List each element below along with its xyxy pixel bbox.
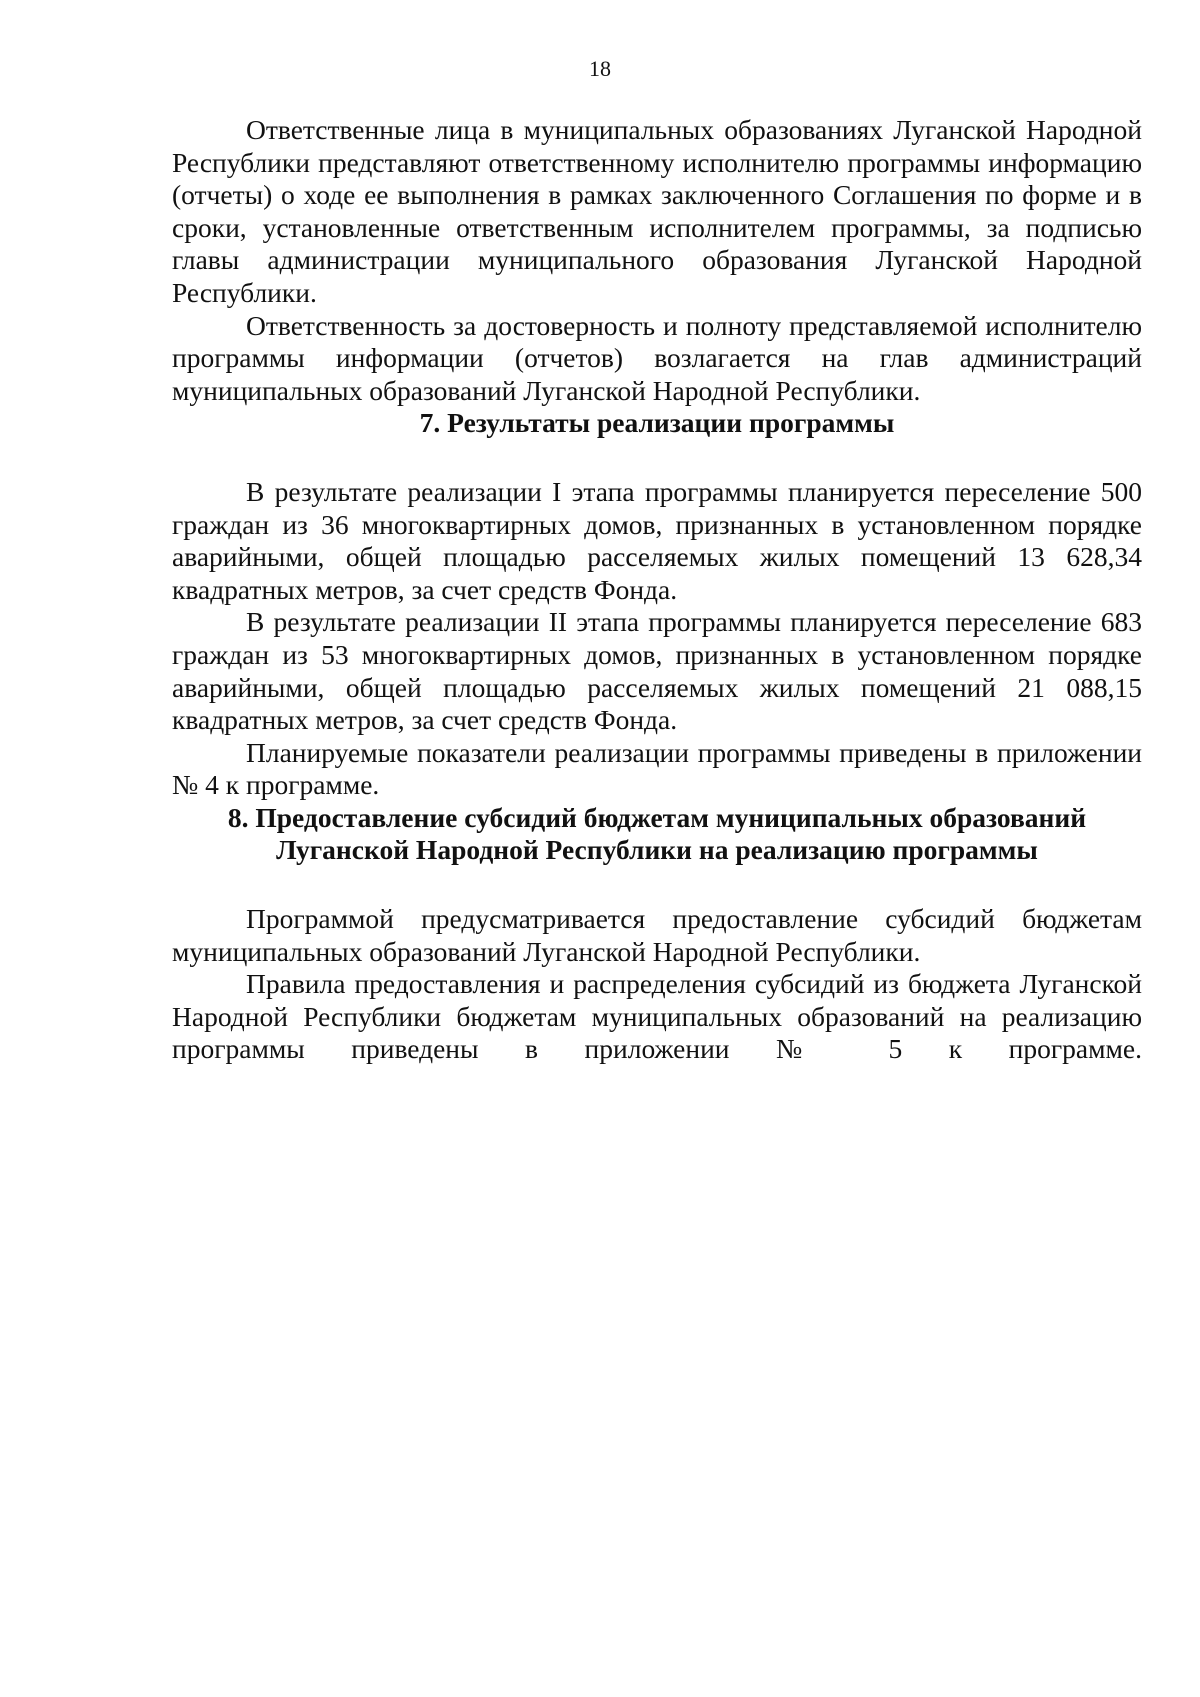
paragraph-responsibility: Ответственность за достоверность и полноту представляемой исполнителю программы информации (отчетов) возлагается на глав администраций муниципальных образований Луганской Народной Республики. <box>172 309 1142 406</box>
section-7-heading: 7. Результаты реализации программы <box>419 407 895 439</box>
section-8-heading <box>172 802 1142 867</box>
paragraph-planned-indicators: Планируемые показатели реализации программы приведены в приложении № 4 к программе. <box>172 736 1142 801</box>
paragraph-stage-2-results: В результате реализации II этапа программы планируется переселение 683 граждан из 53 многоквартирных домов, признанных в установленном порядке аварийными, общей площадью расселяемых жилых помещений 21 088,15 квадратных метров, за счет средств Фонда. <box>172 606 1142 736</box>
section-8-body <box>172 903 1142 1066</box>
section-8-heading-line-2: Луганской Народной Республики на реализацию программы <box>276 834 1038 866</box>
paragraph-subsidies-rules: Правила предоставления и распределения субсидий из бюджета Луганской Народной Республики бюджетам муниципальных образований на реализацию программы приведены в приложении № 5 к программе. <box>172 968 1142 1065</box>
section-7-body <box>172 476 1142 802</box>
paragraph-stage-1-results: В результате реализации I этапа программы планируется переселение 500 граждан из 36 многоквартирных домов, признанных в установленном порядке аварийными, общей площадью расселяемых жилых помещений 13 628,34 квадратных метров, за счет средств Фонда. <box>172 475 1142 605</box>
page-number: 18 <box>589 56 611 81</box>
paragraph-responsible-persons: Ответственные лица в муниципальных образованиях Луганской Народной Республики представляют ответственному исполнителю программы информацию (отчеты) о ходе ее выполнения в рамках заключенного Соглашения по форме и в сроки, установленные ответственным исполнителем программы, за подписью главы администрации муниципального образования Луганской Народной Республики. <box>172 114 1142 308</box>
section-8-heading-line-1: 8. Предоставление субсидий бюджетам муниципальных образований <box>227 801 1087 833</box>
paragraph-subsidies-provision: Программой предусматривается предоставление субсидий бюджетам муниципальных образований Луганской Народной Республики. <box>172 903 1142 967</box>
document-body <box>172 114 1142 1066</box>
